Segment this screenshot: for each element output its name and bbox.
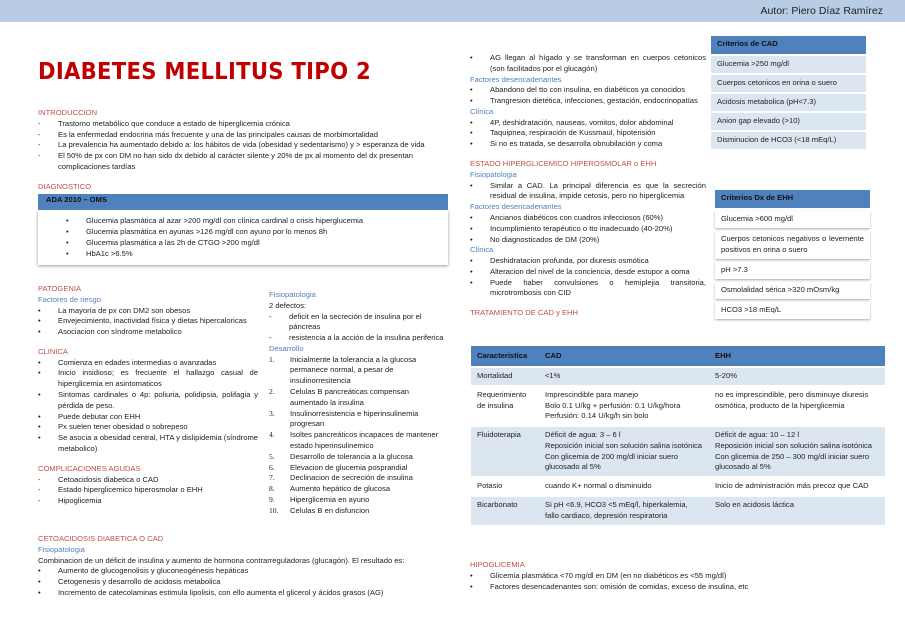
ada-box-title: ADA 2010 – OMS (38, 194, 448, 210)
riesgo-heading: Factores de riesgo (38, 294, 101, 304)
table-row (471, 497, 885, 525)
ehh-heading: ESTADO HIPERGLICEMICO HIPEROSMOLAR o EHH (470, 159, 657, 169)
cetoacidosis-section (38, 534, 458, 599)
criterio-row: Anion gap elevado (>10) (711, 113, 866, 130)
list-item: • Alteracion del nivel de la conciencia, desde estupor a coma (470, 266, 690, 276)
fisiopatologia-section (269, 290, 449, 516)
table-cell: cuando K+ normal o disminuido (539, 478, 709, 495)
criterio-row: Cuerpos cetonicos en orina o suero (711, 75, 866, 92)
intro-list (38, 119, 438, 173)
list-item: 8. Aumento hepático de glucosa (269, 484, 391, 494)
table-cell: Potasio (471, 478, 539, 495)
criterios-ehh-title: Criterios Dx de EHH (715, 190, 870, 208)
list-item: • Px suelen tener obesidad o sobrepeso (38, 422, 188, 432)
table-header-cell: CAD (539, 346, 709, 366)
criterio-row: pH >7.3 (715, 262, 870, 279)
cad-clinica-heading: Clínica (470, 106, 494, 116)
list-item: • Si no es tratada, se desarrolla obnubilación y coma (470, 139, 663, 149)
author-label: Autor: Piero Díaz Ramírez (760, 5, 883, 17)
list-item: • 4P, deshidratación, nauseas, vomitos, dolor abdominal (470, 117, 674, 127)
table-cell: no es imprescindible, pero disminuye diuresis osmótica, producto de la hiperglicemia (709, 387, 885, 425)
list-item: - Trastorno metabólico que conduce a estado de hiperglicemia crónica (38, 118, 290, 128)
table-cell: Déficit de agua: 3 – 6 l Reposición inicial son solución salina isotónica Con glicemia de 200 mg/dl iniciar suero glucosado al 5% (539, 427, 709, 476)
table-cell: Déficit de agua: 10 – 12 l Reposición inicial son solución salina isotónica Con glicemia de 250 – 300 mg/dl iniciar suero glucosado al 5% (709, 427, 885, 476)
ehh-clinica-heading: Clínica (470, 245, 494, 255)
list-item: 7. Declinacion de secreción de insulina (269, 473, 413, 483)
list-item: • Incumplimiento terapéutico o tto inadecuado (40-20%) (470, 223, 673, 233)
list-item: • AG llegan al hígado y se transforman en cuerpos cetonicos (son facilitados por el glucagón) (470, 53, 706, 73)
list-item: • No diagnosticados de DM (20%) (470, 234, 600, 244)
clinica-heading: CLINICA (38, 346, 68, 356)
desarrollo-list (269, 355, 449, 517)
list-item: • Envejecimiento, inactividad física y dietas hipercaloricas (38, 316, 247, 326)
page-title: DIABETES MELLITUS TIPO 2 (38, 59, 371, 85)
intro-heading: INTRODUCCION (38, 108, 98, 117)
list-item: • Glicemia plasmática <70 mg/dl en DM (en no diabéticos es <55 mg/dl) (470, 570, 727, 580)
list-item: - deficit en la secreción de insulina por el páncreas (269, 311, 422, 332)
list-item: - Hipoglicemia (38, 496, 102, 506)
cetoacidosis-text: Combinacion de un déficit de insulina y aumento de hormona contrarreguladoras (glucagón). El resultado es: (38, 555, 405, 565)
list-item: - Cetoacidosis diabetica o CAD (38, 474, 159, 484)
cetoacidosis-sub: Fisiopatologia (38, 544, 85, 554)
list-item: 2. Celulas B pancreáticas compensan aumentado la insulina (269, 387, 410, 407)
list-item: - El 50% de px con DM no han sido dx debido al carácter silente y 20% de px al momento del dx presentan complicaciones tardías (38, 151, 414, 171)
patogenia-section (38, 284, 258, 507)
intro-section (38, 108, 438, 265)
hipoglicemia-section (470, 560, 890, 592)
list-item: • Se asocia a obesidad central, HTA y dislipidemia (síndrome metabolico) (38, 433, 258, 453)
table-cell: Bicarbonato (471, 497, 539, 525)
fisiopatologia-intro: 2 defectos: (269, 300, 307, 310)
criterio-row: Acidosis metabolica (pH<7.3) (711, 94, 866, 111)
list-item: • Cetogenesis y desarrollo de acidosis metabolica (38, 577, 221, 587)
list-item: 4. Isoltes pancreáticos incapaces de mantener estado hiperinsulinemico (269, 430, 439, 450)
list-item: • Glucemia plasmática en ayunas >126 mg/dl con ayuno por lo menos 8h (66, 227, 328, 237)
table-cell: Si pH <6.9, HCO3 <5 mEq/l, hiperkalemia, fallo cardiaco, depresión respiratoria (539, 497, 709, 525)
patogenia-heading: PATOGENIA (38, 284, 82, 293)
list-item: • La mayoría de px con DM2 son obesos (38, 305, 191, 315)
criterio-row: Glucemia >600 mg/dl (715, 211, 870, 228)
list-item: • Aumento de glucogenolisis y gluconeogénesis hepáticas (38, 566, 249, 576)
table-row (471, 387, 885, 425)
list-item: • Puede debutar con EHH (38, 411, 141, 421)
column-two (470, 53, 706, 319)
criterios-cad-title: Criterios de CAD (711, 36, 866, 54)
complicaciones-heading: COMPLICACIONES AGUDAS (38, 463, 141, 473)
list-item: 5. Desarrollo de tolerancia a la glucosa (269, 451, 413, 461)
diagnostico-heading: DIAGNOSTICO (38, 181, 92, 191)
list-item: 3. Insulinorresistencia e hiperinsulinemia progresan (269, 408, 419, 429)
treatment-table (471, 344, 885, 527)
criterio-row: Osmolalidad sérica >320 mOsm/kg (715, 282, 870, 299)
list-item: • Trangresion dietética, infecciones, gestación, endocrinopatías (470, 96, 698, 106)
list-item: • Inicio insidioso; es frecuente el hallazgo casual de hiperglicemia en asintomaticos (38, 368, 258, 389)
list-item: - La prevalencia ha aumentado debido a: los hábitos de vida (obesidad y sedentarismo) y > esperanza de vida (38, 140, 425, 150)
list-item: - Estado hiperglicemico hiperosmolar o EHH (38, 485, 203, 495)
list-item: • Factores desencadenantes son: omisión de comidas, exceso de insulina, etc (470, 581, 749, 591)
desarrollo-heading: Desarrollo (269, 343, 304, 353)
cetoacidosis-heading: CETOACIDOSIS DIABETICA O CAD (38, 534, 164, 543)
hipoglicemia-heading: HIPOGLICEMIA (470, 560, 525, 569)
ehh-fisio-heading: Fisiopatologia (470, 169, 517, 179)
tratamiento-heading: TRATAMIENTO DE CAD y EHH (470, 308, 579, 318)
criterio-row: HCO3 >18 mEq/L (715, 302, 870, 319)
table-row (471, 368, 885, 385)
table-cell: Fluidoterapia (471, 427, 539, 476)
table-header-cell: EHH (709, 346, 885, 366)
ehh-desencadenantes-heading: Factores desencadenantes (470, 202, 562, 212)
table-cell: Imprescindible para manejo Bolo 0.1 U/kg + perfusión: 0.1 U/kg/hora Perfusión: 0.14 U/kg/h sin bolo (539, 387, 709, 425)
table-header-row (471, 346, 885, 366)
list-item: 1. Inicialmente la tolerancia a la glucosa permanece normal, a pesar de insulinorresitencia (269, 354, 417, 386)
list-item: • Glucemia plasmática a las 2h de CTGO >200 mg/dl (66, 238, 260, 248)
fisiopatologia-heading: Fisiopatologia (269, 290, 316, 299)
criterio-row: Cuerpos cetonicos negativos o levemente positivos en orina o suero (715, 231, 870, 259)
table-cell: 5-20% (709, 368, 885, 385)
criterios-cad-box (711, 36, 866, 149)
criterios-ehh-box (715, 190, 870, 319)
criterio-row: Glucemia >250 mg/dl (711, 56, 866, 73)
list-item: 9. Hiperglicemia en ayuno (269, 494, 370, 504)
cad-desencadenantes-heading: Factores desencadenantes (470, 74, 562, 84)
list-item: • Asociacion con síndrome metabolico (38, 327, 182, 337)
list-item: - resistencia a la acción de la insulina periferica (269, 333, 444, 343)
table-row (471, 427, 885, 476)
table-cell: <1% (539, 368, 709, 385)
table-cell: Requerimiento de insulina (471, 387, 539, 425)
list-item: • Taquipnea, respiración de Kussmaul, hipotensión (470, 128, 656, 138)
list-item: 6. Elevacion de glucemia posprandial (269, 462, 408, 472)
list-item: • Abandono del tto con insulina, en diabéticos ya conocidos (470, 85, 686, 95)
list-item: • Comienza en edades intermedias o avanzadas (38, 357, 217, 367)
list-item: • HbA1c >6.5% (66, 248, 133, 258)
list-item: • Puede haber convulsiones o hemiplejia transitoria, microtrombosis con CID (470, 277, 706, 298)
list-item: - Es la enfermedad endocrina más frecuente y una de las principales causas de morbimortalidad (38, 129, 378, 139)
table-cell: Mortalidad (471, 368, 539, 385)
list-item: 10. Celulas B en disfuncion (269, 505, 370, 515)
table-cell: Solo en acidosis láctica (709, 497, 885, 525)
criterio-row: Disminucion de HCO3 (<18 mEq/L) (711, 132, 866, 149)
list-item: • Sintomas cardinales o 4p: poliuria, polidipsia, polifagia y pérdida de peso. (38, 390, 258, 410)
list-item: • Deshidratacion profunda, por diuresis osmótica (470, 256, 649, 266)
table-header-cell: Caracteristica (471, 346, 539, 366)
list-item: • Similar a CAD. La principal diferencia es que la secreción residual de insulina, impide cetosis, pero no hiperglicemia (470, 180, 706, 201)
ada-box (38, 210, 448, 264)
list-item: • Incremento de catecolaminas estimula lipolisis, con ello aumenta el glicerol y ácidos grasos (AG) (38, 587, 384, 597)
table-row (471, 478, 885, 495)
list-item: • Glucemia plasmática al azar >200 mg/dl con clínica cardinal o crisis hiperglucemia (66, 216, 364, 226)
table-cell: Inicio de administración más precoz que CAD (709, 478, 885, 495)
list-item: • Ancianos diabéticos con cuadros infecciosos (60%) (470, 212, 664, 222)
